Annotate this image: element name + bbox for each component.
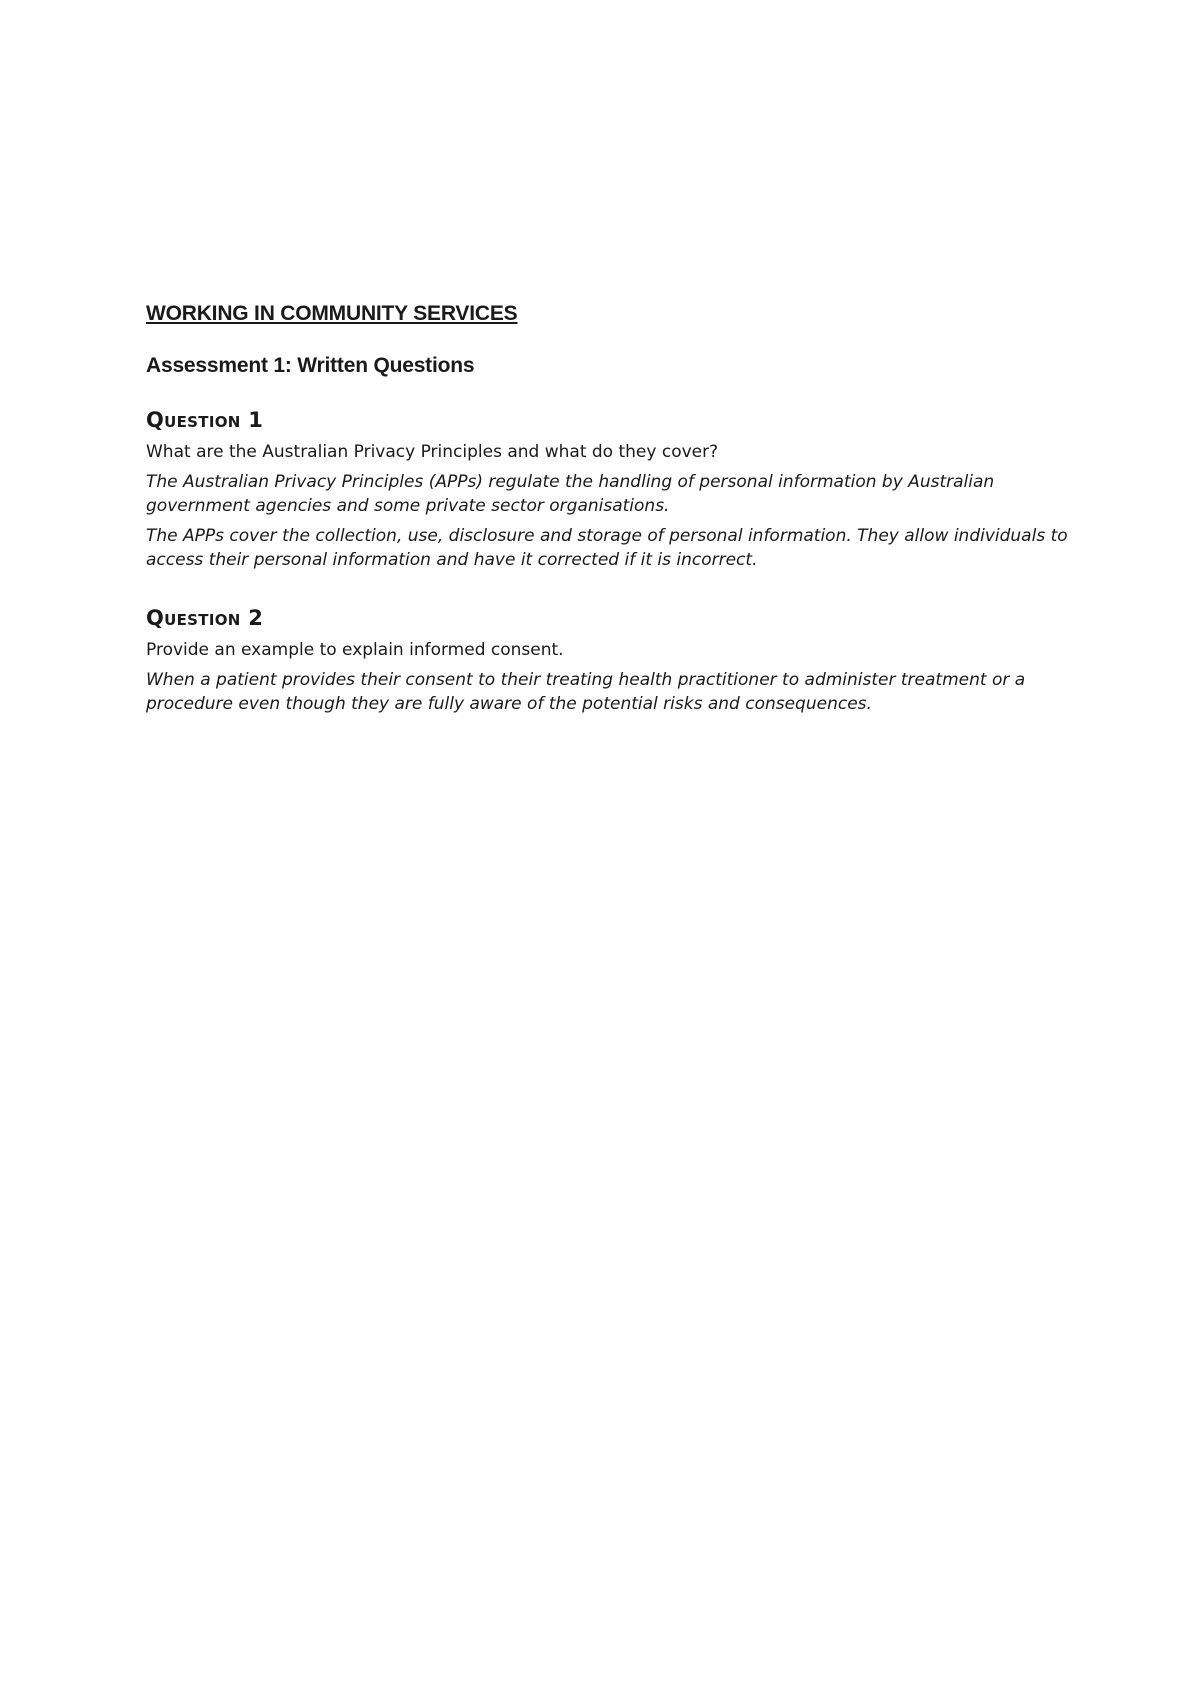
document-title: WORKING IN COMMUNITY SERVICES: [146, 302, 518, 325]
question-2-answer-paragraph-1: When a patient provides their consent to their treating health practitioner to administer treatment or a procedure even though they are fully aware of the potential risks and consequences.: [146, 670, 1026, 714]
question-1-section: [146, 406, 1076, 572]
question-1-answer-paragraph-1: The Australian Privacy Principles (APPs) regulate the handling of personal information by Australian government agencies and some private sector organisations.: [146, 472, 995, 516]
document-body: [146, 300, 1076, 722]
question-2-heading: Question 2: [146, 606, 264, 630]
question-1-heading: Question 1: [146, 408, 264, 432]
assessment-heading: Assessment 1: Written Questions: [146, 354, 475, 377]
question-2-prompt: Provide an example to explain informed consent.: [146, 640, 564, 660]
question-1-prompt: What are the Australian Privacy Principles and what do they cover?: [146, 442, 719, 462]
question-2-section: [146, 604, 1076, 716]
question-1-answer-paragraph-2: The APPs cover the collection, use, disclosure and storage of personal information. They allow individuals to access their personal information and have it corrected if it is incorrect.: [146, 526, 1068, 570]
